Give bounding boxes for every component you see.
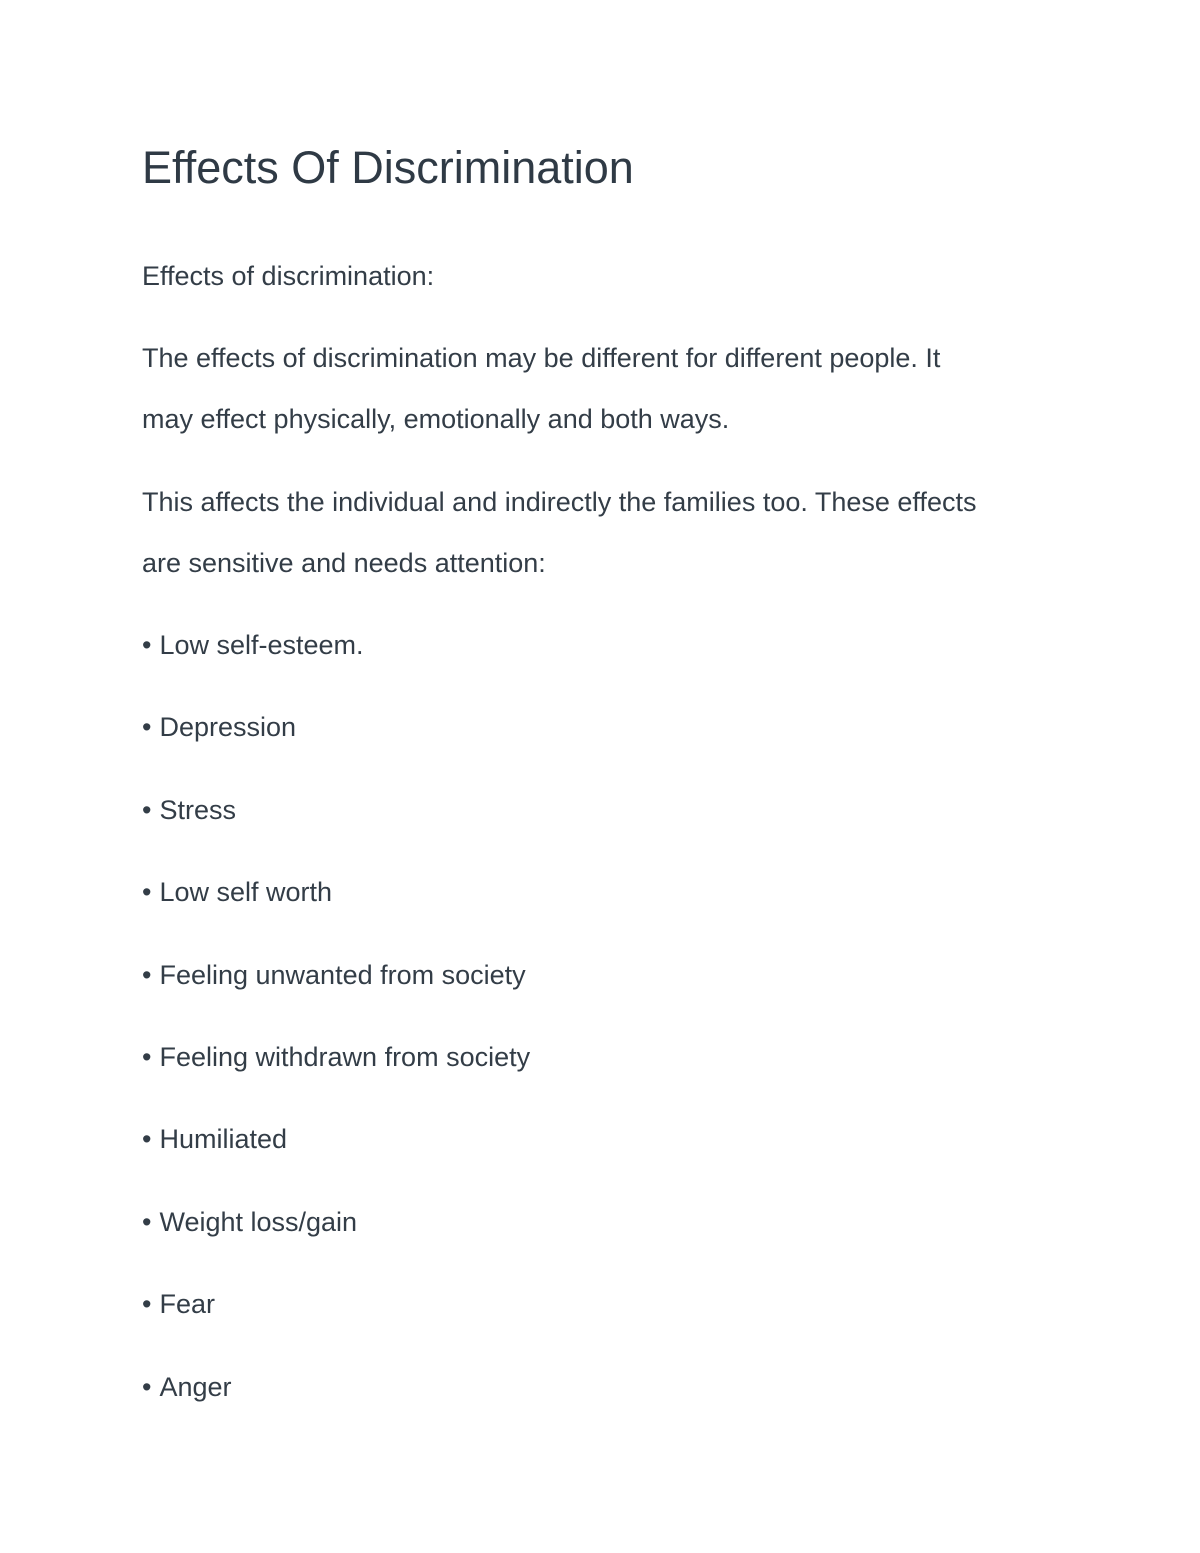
bullet-item [142, 1369, 232, 1405]
bullet-text: Low self-esteem. [159, 630, 364, 660]
bullet-item [142, 1039, 530, 1075]
paragraph-1-line-2: may effect physically, emotionally and both ways. [142, 404, 730, 434]
bullet-icon: • [142, 1124, 152, 1154]
bullet-text: Depression [159, 712, 297, 742]
bullet-icon: • [142, 1372, 152, 1402]
bullet-item [142, 1204, 357, 1240]
bullet-icon: • [142, 1042, 152, 1072]
paragraph-1-line-1: The effects of discrimination may be different for different people. It [142, 343, 941, 373]
paragraph-2-line-2: are sensitive and needs attention: [142, 548, 546, 578]
bullet-text: Feeling unwanted from society [159, 960, 526, 990]
subheading: Effects of discrimination: [142, 261, 435, 291]
bullet-item [142, 627, 364, 663]
bullet-item [142, 1121, 287, 1157]
bullet-item [142, 957, 526, 993]
bullet-icon: • [142, 630, 152, 660]
document-title: Effects Of Discrimination [142, 142, 634, 193]
bullet-item [142, 874, 332, 910]
bullet-icon: • [142, 1207, 152, 1237]
bullet-text: Fear [159, 1289, 215, 1319]
paragraph-2-line-1: This affects the individual and indirectly the families too. These effects [142, 487, 977, 517]
bullet-item [142, 709, 296, 745]
bullet-icon: • [142, 795, 152, 825]
bullet-icon: • [142, 877, 152, 907]
bullet-text: Anger [159, 1372, 232, 1402]
bullet-item [142, 1286, 215, 1322]
bullet-text: Low self worth [159, 877, 333, 907]
bullet-icon: • [142, 960, 152, 990]
bullet-text: Weight loss/gain [159, 1207, 358, 1237]
bullet-text: Humiliated [159, 1124, 288, 1154]
bullet-icon: • [142, 1289, 152, 1319]
bullet-text: Feeling withdrawn from society [159, 1042, 531, 1072]
bullet-text: Stress [159, 795, 236, 825]
bullet-icon: • [142, 712, 152, 742]
bullet-item [142, 792, 236, 828]
